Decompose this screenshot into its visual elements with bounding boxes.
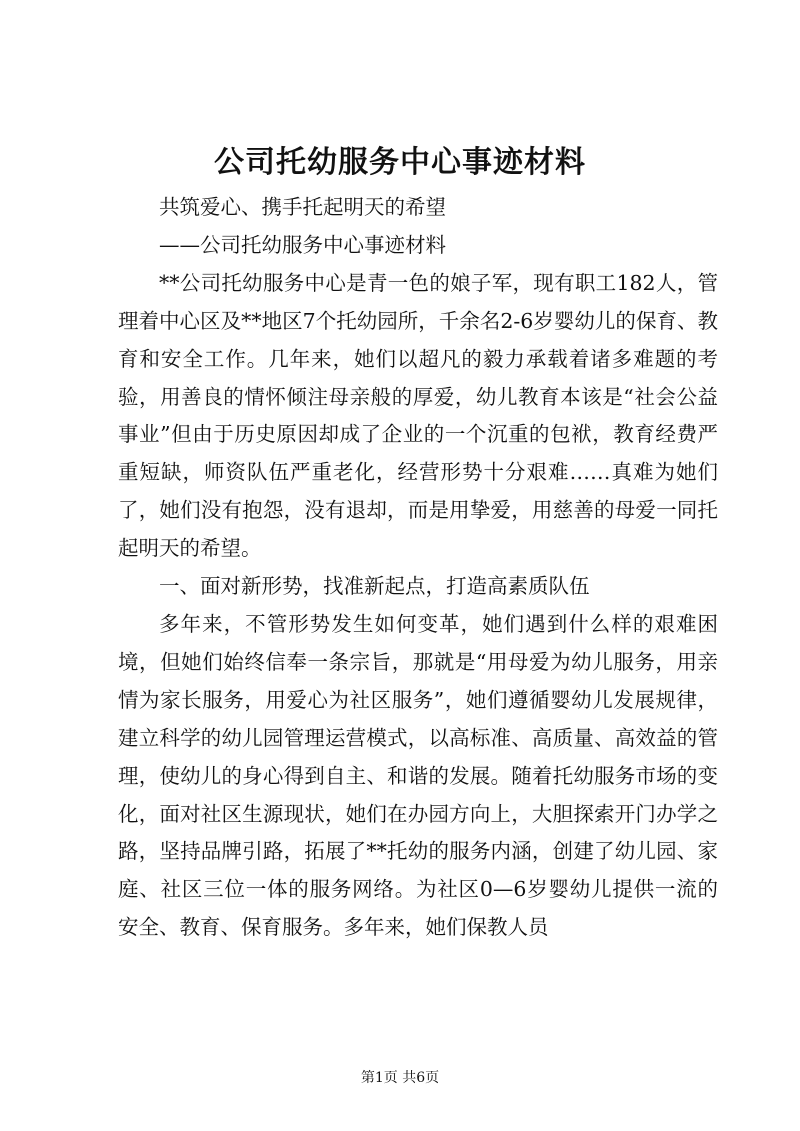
page-footer: 第1页 共6页	[360, 1070, 440, 1086]
subtitle-paragraph: 共筑爱心、携手托起明天的希望	[159, 195, 446, 219]
subtitle-dash-paragraph: ——公司托幼服务中心事迹材料	[159, 232, 446, 257]
section-heading: 一、面对新形势，找准新起点，打造高素质队伍	[159, 574, 590, 599]
section-paragraph: 多年来，不管形势发生如何变革，她们遇到什么样的艰难困境，但她们始终信奉一条宗旨，那就是“用母爱为幼儿服务，用亲情为家长服务，用爱心为社区服务”，她们遵循婴幼儿发展规律，建立科学的幼儿园管理运营模式，以高标准、高质量、高效益的管理，使幼儿的身心得到自主、和谐的发展。随着托幼服务市场的变化，面对社区生源现状，她们在办园方向上，大胆探索开门办学之路，坚持品牌引路，拓展了**托幼的服务内涵，创建了幼儿园、家庭、社区三位一体的服务网络。为社区0—6岁婴幼儿提供一流的安全、教育、保育服务。多年来，她们保教人员	[118, 611, 718, 940]
document-title: 公司托幼服务中心事迹材料	[214, 145, 586, 180]
intro-paragraph: **公司托幼服务中心是青一色的娘子军，现有职工182人，管理着中心区及**地区7个托幼园所，千余名2-6岁婴幼儿的保育、教育和安全工作。几年来，她们以超凡的毅力承载着诸多难题的考验，用善良的情怀倾注母亲般的厚爱，幼儿教育本该是“社会公益事业”但由于历史原因却成了企业的一个沉重的包袱，教育经费严重短缺，师资队伍严重老化，经营形势十分艰难……真难为她们了，她们没有抱怨，没有退却，而是用挚爱，用慈善的母爱一同托起明天的希望。	[118, 270, 718, 561]
document-body	[118, 189, 718, 947]
